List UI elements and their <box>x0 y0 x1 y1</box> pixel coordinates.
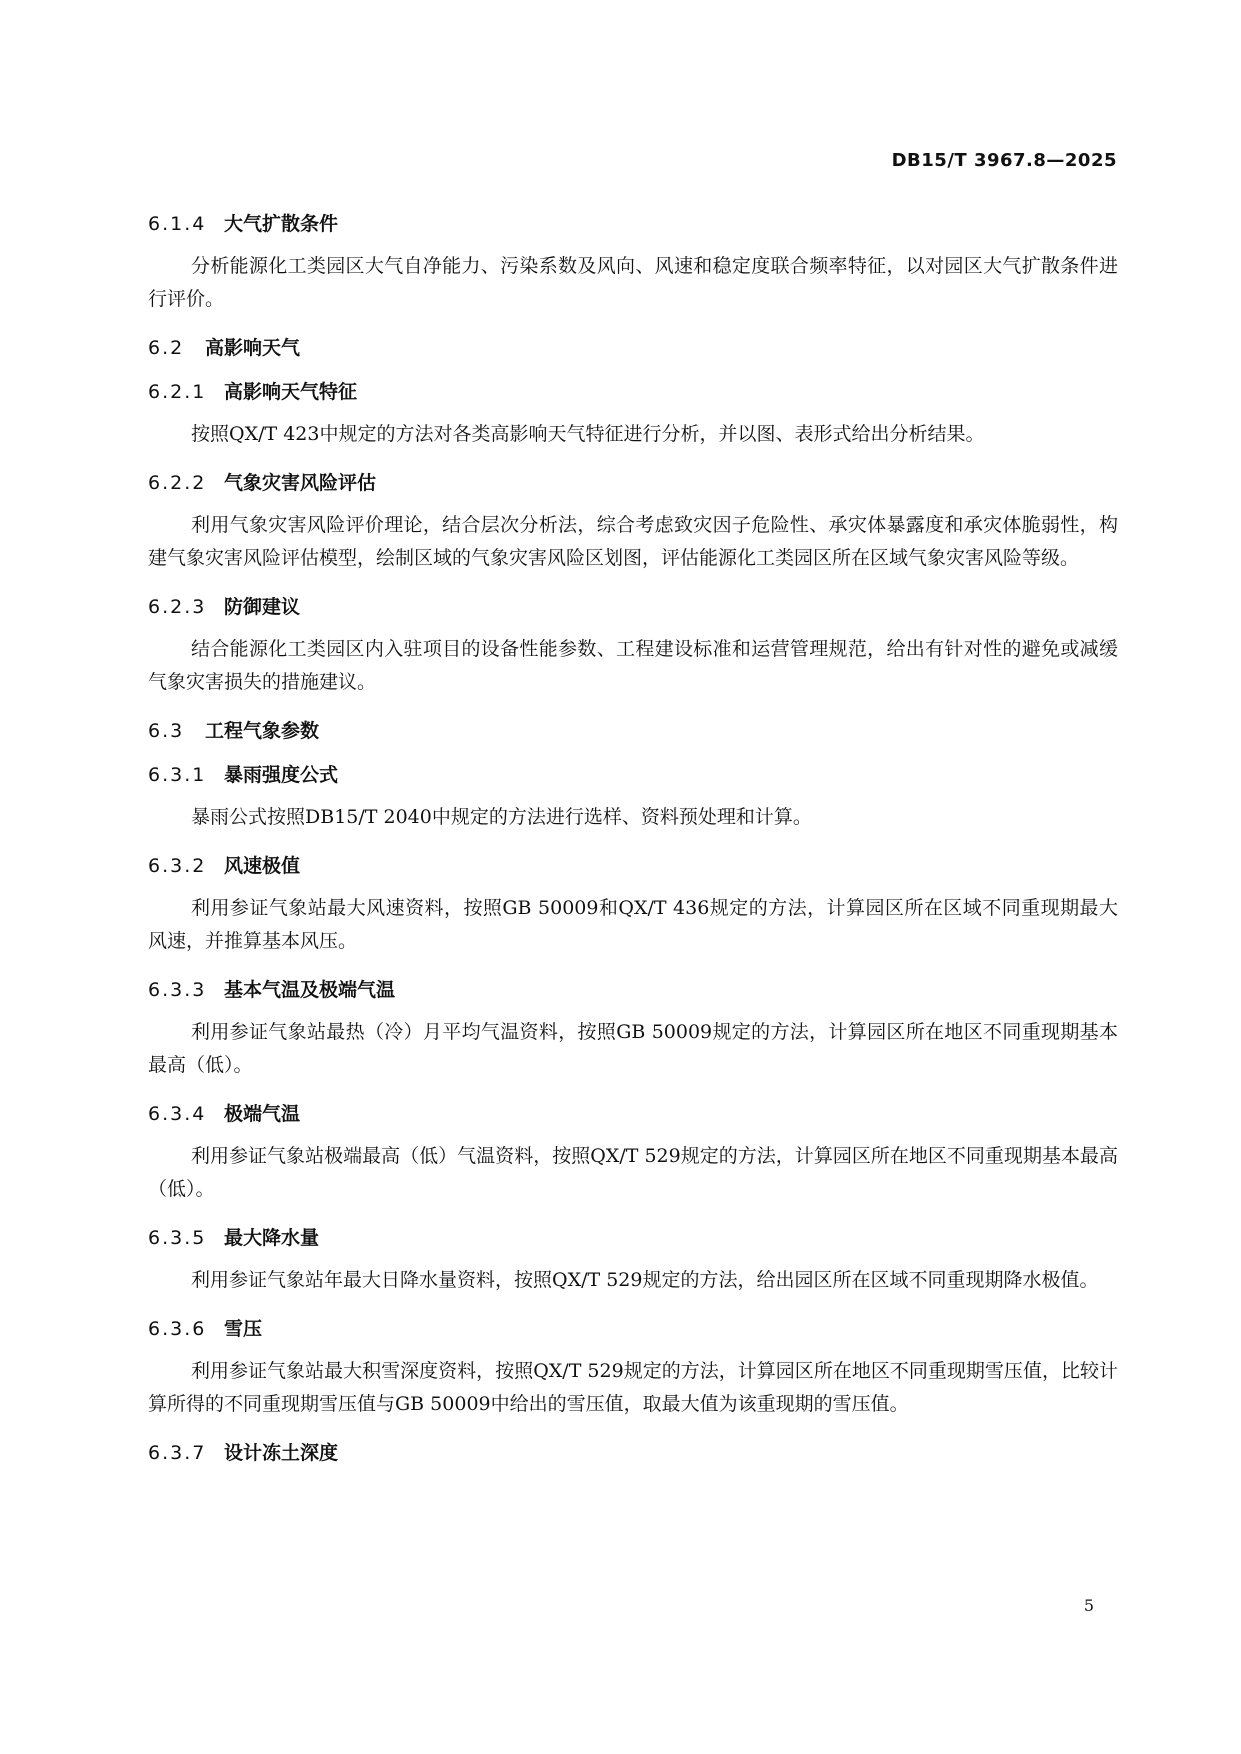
section-title: 气象灾害风险评估 <box>224 472 377 494</box>
section-heading <box>148 968 1118 1012</box>
paragraph: 利用参证气象站最热（冷）月平均气温资料，按照GB 50009规定的方法，计算园区所在地区不同重现期基本最高（低）。 <box>148 1021 1118 1076</box>
paragraph: 分析能源化工类园区大气自净能力、污染系数及风向、风速和稳定度联合频率特征，以对园区大气扩散条件进行评价。 <box>148 255 1118 310</box>
section-heading <box>148 370 1118 414</box>
section-heading <box>148 1307 1118 1351</box>
section-heading <box>148 1092 1118 1136</box>
paragraph: 按照QX/T 423中规定的方法对各类高影响天气特征进行分析，并以图、表形式给出分析结果。 <box>191 423 985 445</box>
paragraph: 利用参证气象站最大风速资料，按照GB 50009和QX/T 436规定的方法，计算园区所在区域不同重现期最大风速，并推算基本风压。 <box>148 897 1118 952</box>
section-heading <box>148 461 1118 505</box>
section-number: 6.3.3 <box>148 979 207 1001</box>
section-number: 6.3.4 <box>148 1103 207 1125</box>
section-title: 大气扩散条件 <box>224 213 339 235</box>
section-title: 高影响天气特征 <box>224 381 358 403</box>
section-number: 6.2 <box>148 337 185 359</box>
section-title: 暴雨强度公式 <box>224 764 339 786</box>
document-code: DB15/T 3967.8—2025 <box>891 150 1117 171</box>
page-number: 5 <box>1083 1596 1094 1615</box>
paragraph: 利用气象灾害风险评价理论，结合层次分析法，综合考虑致灾因子危险性、承灾体暴露度和承灾体脆弱性，构建气象灾害风险评估模型，绘制区域的气象灾害风险区划图，评估能源化工类园区所在区域气象灾害风险等级。 <box>148 514 1118 569</box>
section-heading <box>148 844 1118 888</box>
section-number: 6.2.3 <box>148 596 207 618</box>
paragraph: 利用参证气象站极端最高（低）气温资料，按照QX/T 529规定的方法，计算园区所在地区不同重现期基本最高（低）。 <box>148 1145 1118 1200</box>
section-number: 6.3 <box>148 720 185 742</box>
section-heading <box>148 326 1118 370</box>
section-heading <box>148 1216 1118 1260</box>
section-heading <box>148 202 1118 246</box>
section-heading <box>148 753 1118 797</box>
section-number: 6.2.1 <box>148 381 207 403</box>
section-number: 6.1.4 <box>148 213 207 235</box>
section-number: 6.2.2 <box>148 472 207 494</box>
section-number: 6.3.6 <box>148 1318 207 1340</box>
section-title: 极端气温 <box>224 1103 301 1125</box>
paragraph: 利用参证气象站年最大日降水量资料，按照QX/T 529规定的方法，给出园区所在区域不同重现期降水极值。 <box>191 1269 1099 1291</box>
section-title: 最大降水量 <box>224 1227 320 1249</box>
section-number: 6.3.5 <box>148 1227 207 1249</box>
section-heading <box>148 1431 1118 1475</box>
section-number: 6.3.1 <box>148 764 207 786</box>
section-title: 高影响天气 <box>205 337 301 359</box>
document-body <box>148 202 1118 1475</box>
section-title: 风速极值 <box>224 855 301 877</box>
section-title: 雪压 <box>224 1318 263 1340</box>
section-title: 工程气象参数 <box>205 720 320 742</box>
section-heading <box>148 709 1118 753</box>
section-heading <box>148 585 1118 629</box>
section-number: 6.3.7 <box>148 1442 207 1464</box>
paragraph: 利用参证气象站最大积雪深度资料，按照QX/T 529规定的方法，计算园区所在地区不同重现期雪压值，比较计算所得的不同重现期雪压值与GB 50009中给出的雪压值，取最大值为该重现期的雪压值。 <box>148 1360 1118 1415</box>
section-title: 设计冻土深度 <box>224 1442 339 1464</box>
section-title: 防御建议 <box>224 596 301 618</box>
section-title: 基本气温及极端气温 <box>224 979 396 1001</box>
paragraph: 暴雨公式按照DB15/T 2040中规定的方法进行选样、资料预处理和计算。 <box>191 806 812 828</box>
paragraph: 结合能源化工类园区内入驻项目的设备性能参数、工程建设标准和运营管理规范，给出有针对性的避免或减缓气象灾害损失的措施建议。 <box>148 638 1118 693</box>
section-number: 6.3.2 <box>148 855 207 877</box>
